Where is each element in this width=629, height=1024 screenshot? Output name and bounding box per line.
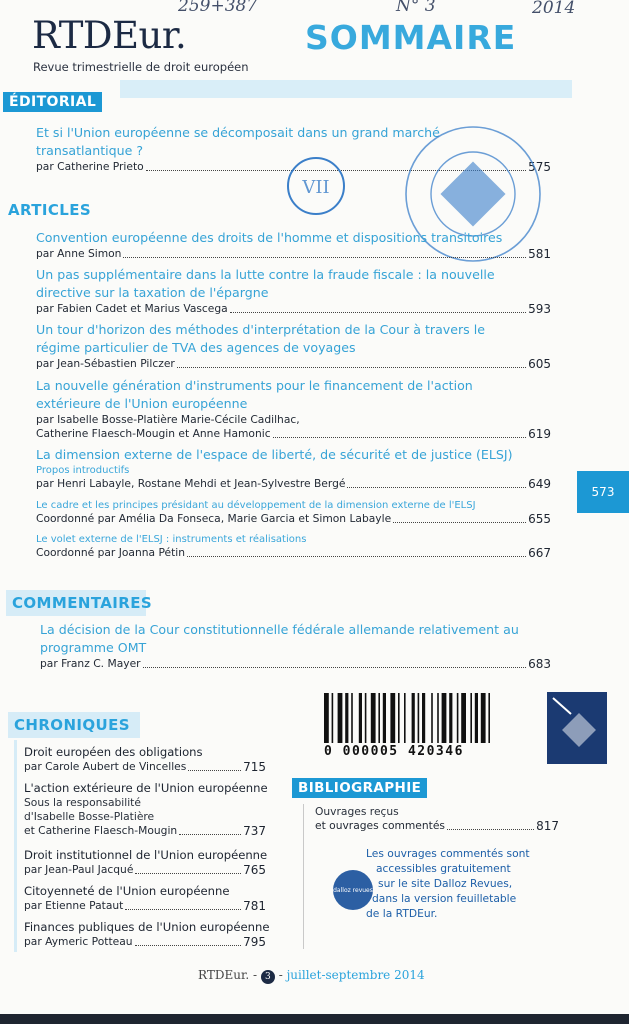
entry-page: 575 (528, 160, 551, 174)
journal-subtitle: Revue trimestrielle de droit européen (33, 60, 249, 74)
entry-subtitle: Propos introductifs (36, 465, 130, 476)
article-entry[interactable] (36, 377, 551, 441)
entry-author: par Catherine Prieto (36, 160, 144, 173)
note-line: Les ouvrages commentés sont (366, 847, 530, 860)
column-divider (303, 804, 304, 949)
commentaires-label: COMMENTAIRES (12, 594, 153, 612)
note-line: sur le site Dalloz Revues, (378, 877, 513, 890)
entry-author: par Jean-Paul Jacqué (24, 863, 134, 876)
journal-logo: RTDEur. (32, 14, 187, 57)
bibliographie-entry[interactable] (315, 805, 559, 833)
chronique-entry[interactable] (24, 781, 266, 838)
footer-date: juillet-septembre 2014 (286, 968, 425, 982)
chronique-title: Finances publiques de l'Union européenne (24, 920, 270, 934)
entry-page: 581 (528, 247, 551, 261)
entry-author: par Etienne Pataut (24, 899, 124, 912)
entry-author-row (315, 819, 559, 833)
entry-title-line: directive sur la taxation de l'épargne (36, 285, 269, 300)
entry-page: 737 (243, 824, 266, 838)
chronique-title: Droit européen des obligations (24, 745, 203, 759)
entry-author: Coordonné par Amélia Da Fonseca, Marie Garcia et Simon Labayle (36, 512, 392, 525)
note-line: de la RTDEur. (366, 907, 438, 920)
commentaire-entry[interactable] (40, 621, 551, 671)
entry-title-line: programme OMT (40, 640, 147, 655)
handwritten-ref: 259+387 (178, 0, 258, 16)
chronique-title: L'action extérieure de l'Union européenne (24, 781, 268, 795)
handwritten-number: N° 3 (396, 0, 436, 16)
chroniques-rule (14, 740, 17, 952)
entry-page: 667 (528, 546, 551, 560)
chronique-title: Citoyenneté de l'Union européenne (24, 884, 230, 898)
entry-author-row (36, 302, 551, 316)
entry-author: par Anne Simon (36, 247, 122, 260)
entry-author-row (36, 247, 551, 261)
entry-author-row (36, 512, 551, 526)
entry-author: par Aymeric Potteau (24, 935, 133, 948)
entry-author-row (36, 477, 551, 491)
entry-author: par Franz C. Mayer (40, 657, 141, 670)
chronique-entry[interactable] (24, 848, 266, 877)
logo-text: dalloz revues (333, 886, 373, 894)
entry-author-row (24, 863, 266, 877)
entry-page: 593 (528, 302, 551, 316)
entry-author-row (24, 824, 266, 838)
entry-author: et Catherine Flaesch-Mougin (24, 824, 178, 837)
entry-subtitle: Le volet externe de l'ELSJ : instruments et réalisations (36, 534, 307, 545)
entry-page: 817 (536, 819, 559, 833)
entry-author: par Jean-Sébastien Pilczer (36, 357, 175, 370)
article-entry[interactable] (36, 446, 551, 491)
chronique-entry[interactable] (24, 745, 266, 774)
header-band (120, 80, 572, 98)
barcode-icon (322, 693, 542, 745)
vii-stamp-icon (285, 155, 347, 217)
article-entry[interactable] (36, 266, 551, 316)
entry-page: 795 (243, 935, 266, 949)
note-line: accessibles gratuitement (376, 862, 511, 875)
editorial-label: ÉDITORIAL (3, 92, 102, 112)
bottom-edge (0, 1014, 629, 1024)
article-entry[interactable] (36, 533, 551, 560)
barcode-digits: 0 000005 420346 (324, 744, 464, 759)
entry-author-row (24, 760, 266, 774)
entry-author: Coordonné par Joanna Pétin (36, 546, 186, 559)
entry-author: par Fabien Cadet et Marius Vascega (36, 302, 228, 315)
entry-page: 655 (528, 512, 551, 526)
chronique-extra: d'Isabelle Bosse-Platière (24, 810, 155, 823)
entry-title-line: La décision de la Cour constitutionnelle fédérale allemande relativement au (40, 622, 519, 637)
entry-subtitle: Le cadre et les principes présidant au développement de la dimension externe de l'ELSJ (36, 500, 476, 511)
chronique-extra: Sous la responsabilité (24, 796, 141, 809)
article-entry[interactable] (36, 499, 551, 526)
entry-page: 619 (528, 427, 551, 441)
entry-title-line: régime particulier de TVA des agences de voyages (36, 340, 356, 355)
entry-page: 715 (243, 760, 266, 774)
chronique-entry[interactable] (24, 884, 266, 913)
side-page-tab: 573 (577, 471, 629, 513)
biblio-line: Ouvrages reçus (315, 805, 399, 818)
entry-author-row (36, 427, 551, 441)
entry-author-row (36, 357, 551, 371)
chronique-title: Droit institutionnel de l'Union européenne (24, 848, 268, 862)
svg-text:VII: VII (302, 177, 330, 198)
entry-author: Catherine Flaesch-Mougin et Anne Hamonic (36, 427, 271, 440)
entry-title-line: transatlantique ? (36, 143, 144, 158)
footer-journal: RTDEur. (198, 968, 250, 982)
biblio-line: et ouvrages commentés (315, 819, 445, 832)
sommaire-title: SOMMAIRE (305, 18, 517, 57)
entry-page: 765 (243, 863, 266, 877)
entry-page: 649 (528, 477, 551, 491)
entry-title-line: La nouvelle génération d'instruments pour le financement de l'action (36, 378, 473, 393)
entry-author-row (24, 935, 266, 949)
entry-author: par Carole Aubert de Vincelles (24, 760, 187, 773)
entry-title-line: Et si l'Union européenne se décomposait dans un grand marché (36, 125, 440, 140)
entry-title-line: Convention européenne des droits de l'homme et dispositions transitoires (36, 230, 503, 245)
handwritten-year: 2014 (532, 0, 576, 18)
entry-page: 683 (528, 657, 551, 671)
note-line: dans la version feuilletable (372, 892, 517, 905)
entry-author-row (24, 899, 266, 913)
dalloz-revues-logo-icon (333, 870, 373, 910)
articles-label: ARTICLES (8, 201, 92, 219)
entry-page: 605 (528, 357, 551, 371)
footer-issue-badge: 3 (261, 970, 275, 984)
entry-author-row (36, 546, 551, 560)
entry-page: 781 (243, 899, 266, 913)
bibliographie-label: BIBLIOGRAPHIE (292, 778, 427, 798)
publisher-mark-icon (547, 692, 607, 764)
entry-author: par Isabelle Bosse-Platière Marie-Cécile Cadilhac, (36, 413, 300, 426)
chronique-entry[interactable] (24, 920, 270, 949)
entry-author-row (40, 657, 551, 671)
article-entry[interactable] (36, 229, 551, 261)
entry-title-line: Un pas supplémentaire dans la lutte contre la fraude fiscale : la nouvelle (36, 267, 495, 282)
article-entry[interactable] (36, 321, 551, 371)
entry-title-line: Un tour d'horizon des méthodes d'interprétation de la Cour à travers le (36, 322, 485, 337)
entry-title-line: La dimension externe de l'espace de liberté, de sécurité et de justice (ELSJ) (36, 447, 513, 462)
chroniques-label: CHRONIQUES (14, 716, 130, 734)
entry-title-line: extérieure de l'Union européenne (36, 396, 248, 411)
entry-author: par Henri Labayle, Rostane Mehdi et Jean-Sylvestre Bergé (36, 477, 346, 490)
footer: RTDEur. - 3 - juillet-septembre 2014 (198, 968, 425, 982)
biblio-note (366, 846, 530, 921)
